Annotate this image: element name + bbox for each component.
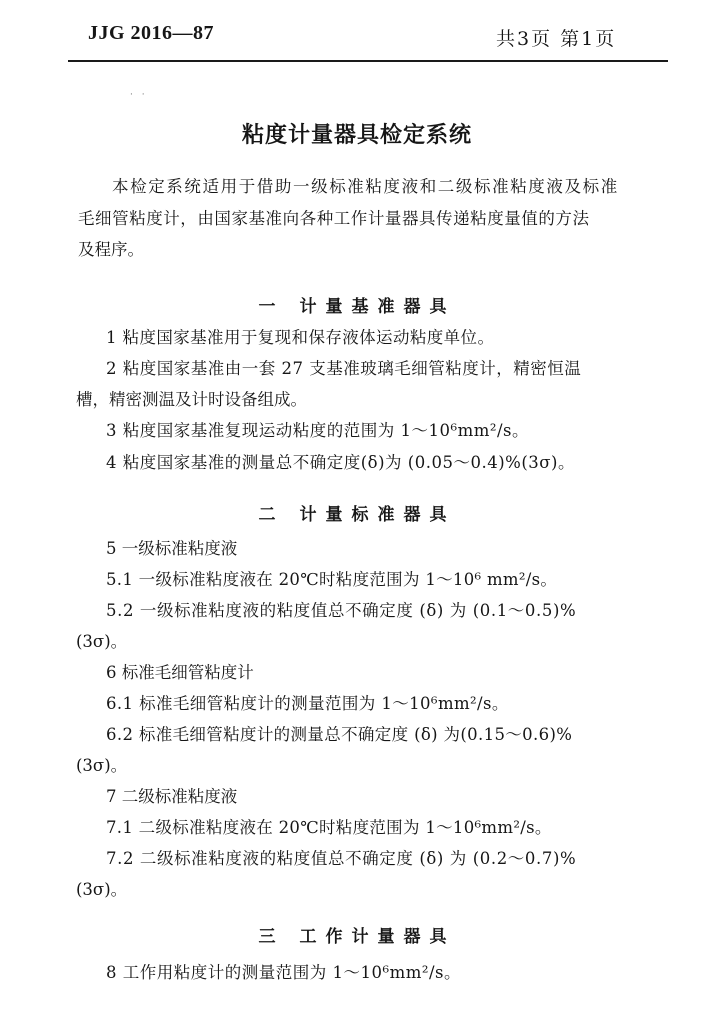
section2-item-6-2: 6.2 标准毛细管粘度计的测量总不确定度 (δ) 为(0.15～0.6)% [106,725,573,744]
intro-line-3: 及程序。 [78,240,144,259]
section2-item-6: 6 标准毛细管粘度计 [106,663,254,682]
section1-item-1: 1 粘度国家基准用于复现和保存液体运动粘度单位。 [106,328,495,347]
section2-item-7-1: 7.1 二级标准粘度液在 20℃时粘度范围为 1～10⁶mm²/s。 [106,818,552,837]
section-heading-1: 一 计量基准器具 [258,297,456,317]
section-heading-3: 三 工作计量器具 [258,927,456,947]
section2-item-7-2-cont: (3σ)。 [76,880,128,899]
section-heading-2: 二 计量标准器具 [258,505,456,525]
section2-item-5-2-cont: (3σ)。 [76,632,128,651]
scan-speck: · · [130,90,148,100]
header-rule [68,60,668,62]
document-code: JJG 2016—87 [88,22,215,44]
intro-line-1: 本检定系统适用于借助一级标准粘度液和二级标准粘度液及标准 [112,177,619,196]
section1-item-2-cont: 槽，精密测温及计时设备组成。 [76,390,307,409]
intro-line-2: 毛细管粘度计，由国家基准向各种工作计量器具传递粘度量值的方法 [78,209,590,228]
section2-item-5-2: 5.2 一级标准粘度液的粘度值总不确定度 (δ) 为 (0.1～0.5)% [106,601,577,620]
section2-item-6-2-cont: (3σ)。 [76,756,128,775]
section2-item-5-1: 5.1 一级标准粘度液在 20℃时粘度范围为 1～10⁶ mm²/s。 [106,570,558,589]
section1-item-4: 4 粘度国家基准的测量总不确定度(δ)为 (0.05～0.4)%(3σ)。 [106,453,575,472]
page-info: 共3页 第1页 [496,28,617,50]
section2-item-5: 5 一级标准粘度液 [106,539,238,558]
section2-item-7: 7 二级标准粘度液 [106,787,238,806]
section1-item-3: 3 粘度国家基准复现运动粘度的范围为 1～10⁶mm²/s。 [106,421,530,440]
section2-item-6-1: 6.1 标准毛细管粘度计的测量范围为 1～10⁶mm²/s。 [106,694,509,713]
section3-item-8: 8 工作用粘度计的测量范围为 1～10⁶mm²/s。 [106,963,462,982]
document-title: 粘度计量器具检定系统 [241,123,472,148]
section1-item-2: 2 粘度国家基准由一套 27 支基准玻璃毛细管粘度计，精密恒温 [106,359,582,378]
section2-item-7-2: 7.2 二级标准粘度液的粘度值总不确定度 (δ) 为 (0.2～0.7)% [106,849,577,868]
